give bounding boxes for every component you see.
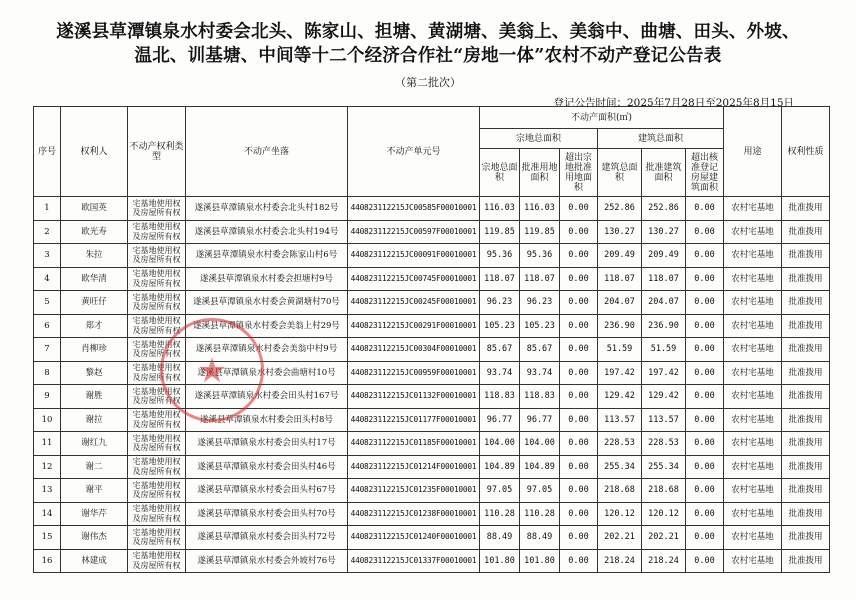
table-body [34,197,830,573]
row-excess-land: 0.00 [560,361,598,385]
row-right-type: 宅基地使用权及房屋所有权 [128,197,186,221]
header-approved-land: 批准用地面积 [520,149,560,197]
row-approved-land: 110.28 [520,502,560,526]
row-nature: 批准拨用 [782,526,830,550]
row-right-type: 宅基地使用权及房屋所有权 [128,267,186,291]
row-right-type: 宅基地使用权及房屋所有权 [128,479,186,503]
row-excess-building: 0.00 [686,526,724,550]
table-row [34,244,830,268]
row-location: 遂溪县草潭镇泉水村委会北头村182号 [186,197,348,221]
row-right-type: 宅基地使用权及房屋所有权 [128,361,186,385]
row-nature: 批准拨用 [782,408,830,432]
row-location: 遂溪县草潭镇泉水村委会田头村67号 [186,479,348,503]
row-unit-no: 440823112215JC01177F00010001 [348,408,480,432]
row-nature: 批准拨用 [782,244,830,268]
row-excess-building: 0.00 [686,408,724,432]
row-location: 遂溪县草潭镇泉水村委会田头村167号 [186,385,348,409]
row-approved-building: 113.57 [642,408,686,432]
row-location: 遂溪县草潭镇泉水村委会陈家山村6号 [186,244,348,268]
row-seq: 2 [34,220,61,244]
row-approved-building: 218.24 [642,549,686,573]
row-building-total: 236.90 [598,314,642,338]
row-nature: 批准拨用 [782,479,830,503]
row-owner: 黎赵 [61,361,128,385]
row-excess-land: 0.00 [560,432,598,456]
table-row [34,502,830,526]
row-excess-building: 0.00 [686,502,724,526]
row-seq: 15 [34,526,61,550]
row-building-total: 118.07 [598,267,642,291]
row-unit-no: 440823112215JC00304F00010001 [348,338,480,362]
row-owner: 欧华清 [61,267,128,291]
row-seq: 3 [34,244,61,268]
row-land-total: 93.74 [480,361,520,385]
row-approved-land: 119.85 [520,220,560,244]
row-land-total: 110.28 [480,502,520,526]
row-excess-land: 0.00 [560,291,598,315]
row-owner: 欧国英 [61,197,128,221]
row-approved-building: 209.49 [642,244,686,268]
row-location: 遂溪县草潭镇泉水村委会曲塘村10号 [186,361,348,385]
row-land-total: 95.36 [480,244,520,268]
row-unit-no: 440823112215JC00959F00010001 [348,361,480,385]
table-row [34,455,830,479]
row-seq: 4 [34,267,61,291]
header-approved-building: 批准建筑面积 [642,149,686,197]
red-star-seal-icon: ★ [160,318,264,422]
row-approved-building: 236.90 [642,314,686,338]
row-excess-land: 0.00 [560,502,598,526]
row-owner: 谢胜 [61,385,128,409]
row-use: 农村宅基地 [724,244,782,268]
row-location: 遂溪县草潭镇泉水村委会外坡村76号 [186,549,348,573]
row-nature: 批准拨用 [782,197,830,221]
row-approved-building: 252.86 [642,197,686,221]
row-land-total: 116.03 [480,197,520,221]
row-approved-building: 120.12 [642,502,686,526]
table-row [34,314,830,338]
row-unit-no: 440823112215JC00245F00010001 [348,291,480,315]
row-building-total: 129.42 [598,385,642,409]
header-unit-no: 不动产单元号 [348,107,480,197]
row-location: 遂溪县草潭镇泉水村委会北头村194号 [186,220,348,244]
row-approved-land: 96.77 [520,408,560,432]
row-approved-building: 202.21 [642,526,686,550]
row-approved-land: 118.83 [520,385,560,409]
row-seq: 12 [34,455,61,479]
table-row [34,432,830,456]
row-excess-land: 0.00 [560,267,598,291]
row-owner: 谢二 [61,455,128,479]
header-excess-building: 超出核准登记房屋建筑面积 [686,149,724,197]
row-excess-building: 0.00 [686,432,724,456]
row-approved-land: 85.67 [520,338,560,362]
row-excess-building: 0.00 [686,549,724,573]
row-land-total: 96.77 [480,408,520,432]
row-land-total: 105.23 [480,314,520,338]
row-right-type: 宅基地使用权及房屋所有权 [128,549,186,573]
row-excess-land: 0.00 [560,338,598,362]
row-right-type: 宅基地使用权及房屋所有权 [128,432,186,456]
row-excess-building: 0.00 [686,479,724,503]
row-building-total: 204.07 [598,291,642,315]
row-owner: 欧光寿 [61,220,128,244]
row-unit-no: 440823112215JC01337F00010001 [348,549,480,573]
row-building-total: 228.53 [598,432,642,456]
row-seq: 8 [34,361,61,385]
row-owner: 谢红九 [61,432,128,456]
row-land-total: 85.67 [480,338,520,362]
row-excess-building: 0.00 [686,244,724,268]
row-right-type: 宅基地使用权及房屋所有权 [128,314,186,338]
row-approved-building: 118.07 [642,267,686,291]
row-nature: 批准拨用 [782,502,830,526]
row-use: 农村宅基地 [724,385,782,409]
row-use: 农村宅基地 [724,314,782,338]
row-use: 农村宅基地 [724,197,782,221]
row-unit-no: 440823112215JC00745F00010001 [348,267,480,291]
row-owner: 黄旺仔 [61,291,128,315]
page-title-line2: 温北、训基塘、中间等十二个经济合作社“房地一体”农村不动产登记公告表 [134,46,722,66]
row-unit-no: 440823112215JC01132F00010001 [348,385,480,409]
row-right-type: 宅基地使用权及房屋所有权 [128,526,186,550]
row-excess-land: 0.00 [560,385,598,409]
table-row [34,291,830,315]
header-land-total: 宗地总面积 [480,129,598,149]
header-seq: 序号 [34,107,61,197]
row-excess-building: 0.00 [686,338,724,362]
header-area: 不动产面积(㎡) [480,107,724,129]
row-seq: 6 [34,314,61,338]
row-use: 农村宅基地 [724,502,782,526]
header-building-total: 建筑总面积 [598,129,724,149]
row-excess-land: 0.00 [560,455,598,479]
row-excess-land: 0.00 [560,197,598,221]
row-use: 农村宅基地 [724,291,782,315]
row-owner: 谢平 [61,479,128,503]
table-row [34,220,830,244]
row-excess-building: 0.00 [686,197,724,221]
row-excess-building: 0.00 [686,361,724,385]
row-building-total: 197.42 [598,361,642,385]
row-location: 遂溪县草潭镇泉水村委会田头村46号 [186,455,348,479]
header-owner: 权利人 [61,107,128,197]
header-location: 不动产坐落 [186,107,348,197]
row-owner: 林建成 [61,549,128,573]
row-seq: 14 [34,502,61,526]
row-nature: 批准拨用 [782,220,830,244]
row-approved-building: 197.42 [642,361,686,385]
table-row [34,408,830,432]
row-excess-land: 0.00 [560,526,598,550]
row-approved-building: 228.53 [642,432,686,456]
row-right-type: 宅基地使用权及房屋所有权 [128,338,186,362]
row-approved-building: 218.68 [642,479,686,503]
row-location: 遂溪县草潭镇泉水村委会担塘村9号 [186,267,348,291]
row-excess-land: 0.00 [560,244,598,268]
row-use: 农村宅基地 [724,408,782,432]
row-approved-land: 88.49 [520,526,560,550]
row-excess-building: 0.00 [686,314,724,338]
row-right-type: 宅基地使用权及房屋所有权 [128,385,186,409]
row-excess-building: 0.00 [686,267,724,291]
row-building-total: 218.24 [598,549,642,573]
row-approved-land: 97.05 [520,479,560,503]
header-right-type: 不动产权利类型 [128,107,186,197]
row-use: 农村宅基地 [724,549,782,573]
row-unit-no: 440823112215JC00091F00010001 [348,244,480,268]
row-location: 遂溪县草潭镇泉水村委会黄湖塘村70号 [186,291,348,315]
row-excess-building: 0.00 [686,385,724,409]
row-location: 遂溪县草潭镇泉水村委会田头村72号 [186,526,348,550]
row-approved-building: 129.42 [642,385,686,409]
table-row [34,197,830,221]
row-land-total: 104.89 [480,455,520,479]
table-row [34,338,830,362]
header-nature: 权利性质 [782,107,830,197]
row-location: 遂溪县草潭镇泉水村委会美翁上村29号 [186,314,348,338]
announcement-date: 登记公告时间：2025年7月28日至2025年8月15日 [553,97,794,109]
batch-label: （第二批次） [395,76,461,89]
row-land-total: 118.83 [480,385,520,409]
row-building-total: 218.68 [598,479,642,503]
row-owner: 郑才 [61,314,128,338]
row-building-total: 120.12 [598,502,642,526]
row-right-type: 宅基地使用权及房屋所有权 [128,502,186,526]
row-seq: 13 [34,479,61,503]
header-land-total-sub: 宗地总面积 [480,149,520,197]
row-excess-land: 0.00 [560,408,598,432]
row-land-total: 96.23 [480,291,520,315]
row-approved-land: 96.23 [520,291,560,315]
row-owner: 肖柳珍 [61,338,128,362]
row-land-total: 101.80 [480,549,520,573]
row-location: 遂溪县草潭镇泉水村委会田头村8号 [186,408,348,432]
row-unit-no: 440823112215JC01238F00010001 [348,502,480,526]
row-nature: 批准拨用 [782,455,830,479]
row-approved-land: 95.36 [520,244,560,268]
row-building-total: 113.57 [598,408,642,432]
row-approved-land: 116.03 [520,197,560,221]
row-approved-land: 93.74 [520,361,560,385]
row-excess-building: 0.00 [686,220,724,244]
row-excess-land: 0.00 [560,549,598,573]
row-building-total: 252.86 [598,197,642,221]
registration-table [33,106,830,573]
page-title-line1: 遂溪县草潭镇泉水村委会北头、陈家山、担塘、黄湖塘、美翁上、美翁中、曲塘、田头、外坡、 [56,22,800,42]
row-excess-land: 0.00 [560,314,598,338]
row-use: 农村宅基地 [724,267,782,291]
row-right-type: 宅基地使用权及房屋所有权 [128,220,186,244]
row-excess-land: 0.00 [560,479,598,503]
row-nature: 批准拨用 [782,291,830,315]
row-nature: 批准拨用 [782,361,830,385]
row-unit-no: 440823112215JC00597F00010001 [348,220,480,244]
table-row [34,267,830,291]
row-approved-building: 51.59 [642,338,686,362]
row-seq: 9 [34,385,61,409]
row-seq: 11 [34,432,61,456]
row-unit-no: 440823112215JC01185F00010001 [348,432,480,456]
row-land-total: 104.00 [480,432,520,456]
row-building-total: 209.49 [598,244,642,268]
row-owner: 谢华芹 [61,502,128,526]
row-building-total: 51.59 [598,338,642,362]
header-excess-land: 超出宗地批准用地面积 [560,149,598,197]
row-unit-no: 440823112215JC01235F00010001 [348,479,480,503]
row-excess-building: 0.00 [686,291,724,315]
row-excess-land: 0.00 [560,220,598,244]
row-unit-no: 440823112215JC00585F00010001 [348,197,480,221]
header-use: 用途 [724,107,782,197]
table-row [34,361,830,385]
row-unit-no: 440823112215JC01240F00010001 [348,526,480,550]
row-nature: 批准拨用 [782,432,830,456]
row-approved-building: 255.34 [642,455,686,479]
row-right-type: 宅基地使用权及房屋所有权 [128,291,186,315]
row-unit-no: 440823112215JC00291F00010001 [348,314,480,338]
row-land-total: 88.49 [480,526,520,550]
row-use: 农村宅基地 [724,526,782,550]
row-nature: 批准拨用 [782,314,830,338]
row-owner: 谢拉 [61,408,128,432]
row-right-type: 宅基地使用权及房屋所有权 [128,244,186,268]
row-approved-land: 118.07 [520,267,560,291]
row-location: 遂溪县草潭镇泉水村委会田头村17号 [186,432,348,456]
row-seq: 16 [34,549,61,573]
row-approved-land: 101.80 [520,549,560,573]
row-seq: 10 [34,408,61,432]
row-nature: 批准拨用 [782,385,830,409]
row-seq: 7 [34,338,61,362]
row-excess-building: 0.00 [686,455,724,479]
row-land-total: 119.85 [480,220,520,244]
row-building-total: 255.34 [598,455,642,479]
table-row [34,479,830,503]
row-use: 农村宅基地 [724,338,782,362]
row-use: 农村宅基地 [724,432,782,456]
row-approved-building: 204.07 [642,291,686,315]
row-right-type: 宅基地使用权及房屋所有权 [128,455,186,479]
row-approved-building: 130.27 [642,220,686,244]
table-row [34,385,830,409]
row-building-total: 202.21 [598,526,642,550]
row-use: 农村宅基地 [724,479,782,503]
row-approved-land: 104.89 [520,455,560,479]
row-building-total: 130.27 [598,220,642,244]
row-owner: 谢伟杰 [61,526,128,550]
row-land-total: 118.07 [480,267,520,291]
row-unit-no: 440823112215JC01214F00010001 [348,455,480,479]
row-land-total: 97.05 [480,479,520,503]
row-seq: 5 [34,291,61,315]
row-approved-land: 105.23 [520,314,560,338]
table-row [34,526,830,550]
row-nature: 批准拨用 [782,267,830,291]
row-location: 遂溪县草潭镇泉水村委会田头村70号 [186,502,348,526]
row-approved-land: 104.00 [520,432,560,456]
row-location: 遂溪县草潭镇泉水村委会美翁中村9号 [186,338,348,362]
row-right-type: 宅基地使用权及房屋所有权 [128,408,186,432]
row-nature: 批准拨用 [782,338,830,362]
row-owner: 朱拉 [61,244,128,268]
row-use: 农村宅基地 [724,361,782,385]
row-use: 农村宅基地 [724,455,782,479]
header-building-total-sub: 建筑总面积 [598,149,642,197]
row-nature: 批准拨用 [782,549,830,573]
row-seq: 1 [34,197,61,221]
table-row [34,549,830,573]
row-use: 农村宅基地 [724,220,782,244]
